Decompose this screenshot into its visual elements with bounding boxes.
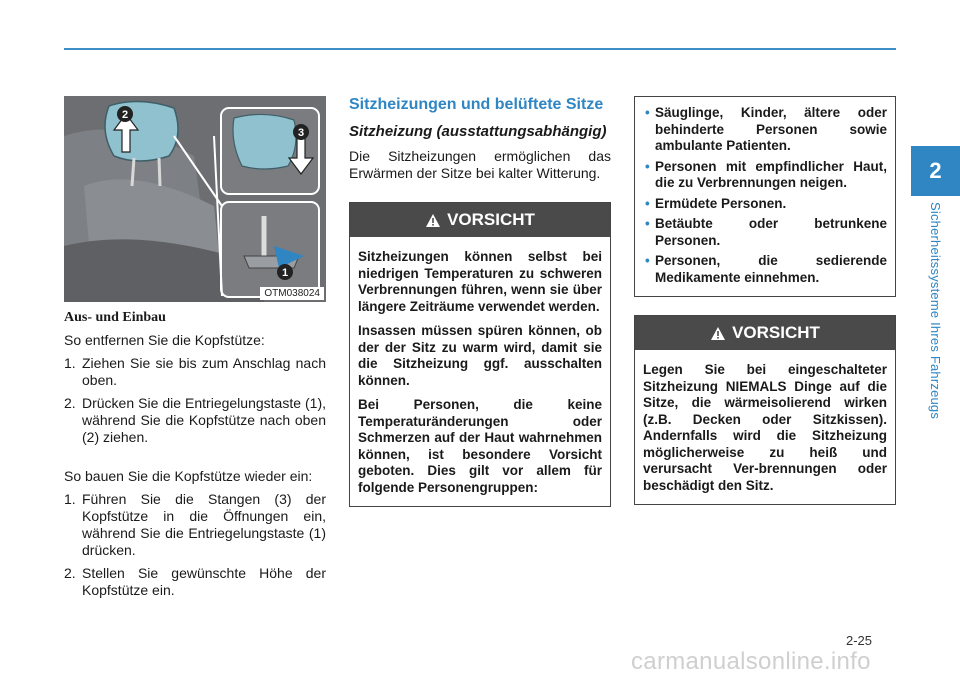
bullet-icon: •	[645, 158, 650, 174]
header-rule	[64, 48, 896, 50]
bullet-icon: •	[645, 253, 650, 268]
caution-content	[635, 350, 895, 504]
caution-label: VORSICHT	[447, 210, 535, 229]
chapter-side-title: Sicherheitssysteme Ihres Fahrzeugs	[928, 202, 943, 420]
bullet-icon: •	[645, 216, 650, 231]
section-heading-removal: Aus- und Einbau	[64, 310, 166, 325]
install-intro: So bauen Sie die Kopfstütze wieder ein:	[64, 468, 313, 484]
step-number: 2.	[64, 395, 76, 411]
headrest-illustration	[64, 96, 326, 302]
subsection-title: Sitzheizung (ausstattungsabhängig)	[349, 123, 607, 140]
install-step	[64, 565, 326, 599]
figure-code: OTM038024	[260, 287, 324, 300]
callout-2: 2	[121, 109, 129, 121]
warning-triangle-icon	[710, 326, 726, 341]
callout-3: 3	[297, 127, 305, 139]
caution-box-insulation	[634, 315, 896, 505]
list-item: • Personen, die sedierende Medikamente einnehmen.	[645, 253, 887, 285]
caution-paragraph: Legen Sie bei eingeschalteter Sitzheizung NIEMALS Dinge auf die Sitze, die wärmeisolierend wirken (z.B. Decken oder Sitzkissen). Andernfalls wird die Sitzheizung möglicherweise zu heiß und verursacht Ver-brennungen oder beschädigt den Sitz.	[643, 362, 887, 493]
step-text: Führen Sie die Stangen (3) der Kopfstütze in die Öffnungen ein, während Sie die Entriegelungstaste (1) drücken.	[82, 491, 326, 558]
section-title-seat-heating: Sitzheizungen und belüftete Sitze	[349, 96, 604, 113]
watermark: carmanualsonline.info	[631, 648, 871, 675]
chapter-tab[interactable]: 2	[911, 146, 960, 196]
install-step	[64, 491, 326, 559]
step-text: Ziehen Sie sie bis zum Anschlag nach oben.	[82, 355, 326, 388]
caution-label: VORSICHT	[732, 323, 820, 342]
step-number: 1.	[64, 491, 76, 507]
page-number: 2-25	[846, 633, 873, 648]
removal-step	[64, 395, 326, 446]
headrest-drawing	[64, 96, 326, 302]
left-column	[64, 96, 326, 605]
step-text: Stellen Sie gewünschte Höhe der Kopfstütze ein.	[82, 565, 326, 598]
callout-1: 1	[281, 267, 289, 279]
warning-triangle-icon	[425, 213, 441, 228]
caution-content	[350, 237, 610, 506]
list-item: • Personen mit empfindlicher Haut, die zu Verbrennungen neigen.	[645, 158, 887, 190]
step-text: Drücken Sie die Entriegelungstaste (1), während Sie die Kopfstütze nach oben (2) ziehen.	[82, 395, 326, 445]
removal-step	[64, 355, 326, 389]
caution-header	[350, 203, 610, 237]
step-number: 2.	[64, 565, 76, 581]
bullet-icon: •	[645, 195, 650, 211]
caution-header	[635, 316, 895, 350]
bullet-icon: •	[645, 105, 650, 120]
step-number: 1.	[64, 355, 76, 371]
list-item: • Säuglinge, Kinder, ältere oder behinderte Personen sowie ambulante Patienten.	[645, 105, 887, 153]
list-item: • Ermüdete Personen.	[645, 195, 787, 211]
list-item: • Betäubte oder betrunkene Personen.	[645, 216, 887, 248]
caution-box-burns	[349, 202, 611, 507]
seat-heating-intro: Die Sitzheizungen ermöglichen das Erwärmen der Sitze bei kalter Witterung.	[349, 148, 611, 181]
person-groups-list	[634, 96, 896, 297]
caution-paragraph: Bei Personen, die keine Temperaturänderungen oder Schmerzen auf der Haut wahrnehmen können, ist besondere Vorsicht geboten. Dies gilt vor allem für folgende Personengruppen:	[358, 397, 602, 495]
right-column	[634, 96, 896, 505]
caution-paragraph: Sitzheizungen können selbst bei niedrigen Temperaturen zu schweren Verbrennungen führen, wenn sie über längere Zeiträume verwendet werden.	[358, 249, 602, 314]
caution-paragraph: Insassen müssen spüren können, ob der der Sitz zu warm wird, damit sie die Sitzheizung ggf. ausschalten können.	[358, 323, 602, 388]
removal-intro: So entfernen Sie die Kopfstütze:	[64, 332, 265, 348]
middle-column	[349, 96, 611, 507]
